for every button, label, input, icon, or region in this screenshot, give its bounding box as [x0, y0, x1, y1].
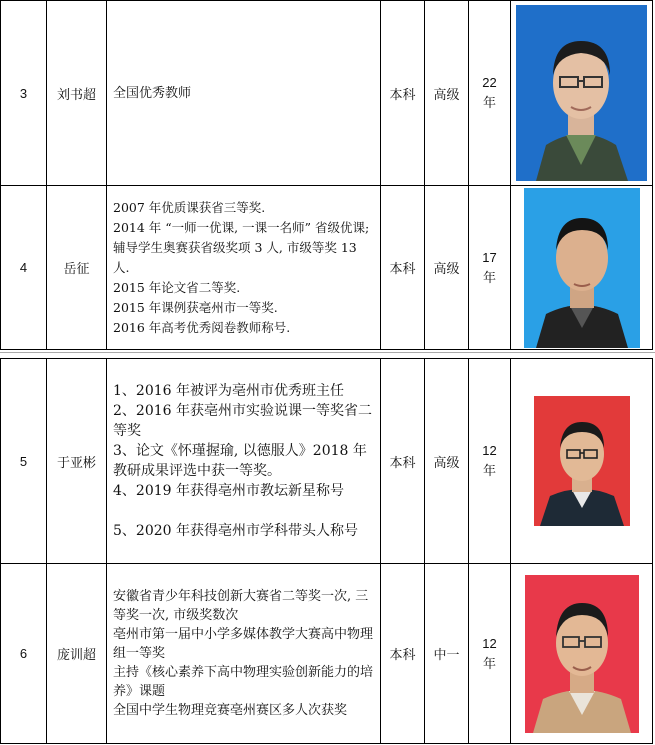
years-number: 22: [482, 75, 497, 90]
teaching-years: [469, 1, 511, 186]
photo-cell: [511, 359, 653, 564]
education: 本科: [381, 186, 425, 350]
award-line: 2014 年 “一师一优课, 一课一名师” 省级优课; 辅导学生奥赛获省级奖项 3 人, 市级等奖 13 人.: [113, 219, 370, 275]
years-unit: 年: [482, 269, 496, 285]
row-number: 3: [1, 1, 47, 186]
photo-cell: [511, 186, 653, 350]
teacher-table-1: [0, 0, 653, 350]
award-line: [113, 501, 374, 521]
teacher-name: 于亚彬: [47, 359, 107, 564]
table-row: [1, 186, 653, 350]
teacher-table-2: [0, 358, 653, 744]
teacher-name: 庞训超: [47, 564, 107, 744]
row-number: 6: [1, 564, 47, 744]
section-divider: [0, 352, 655, 353]
years-number: 12: [482, 443, 497, 458]
awards-cell: [107, 1, 381, 186]
award-line: 主持《核心素养下高中物理实验创新能力的培养》课题: [113, 665, 374, 699]
award-line: 1、2016 年被评为亳州市优秀班主任: [113, 383, 344, 399]
teaching-years: [469, 359, 511, 564]
award-line: 全国中学生物理竞赛亳州赛区多人次获奖: [113, 703, 348, 718]
teaching-years: [469, 186, 511, 350]
award-line: 2016 年高考优秀阅卷教师称号.: [113, 319, 291, 335]
education: 本科: [381, 359, 425, 564]
award-line: 3、论文《怀瑾握瑜, 以德服人》2018 年教研成果评选中获一等奖。: [113, 443, 367, 479]
award-line: 全国优秀教师: [113, 85, 192, 101]
award-line: 2、2016 年获亳州市实验说课一等奖省二等奖: [113, 403, 372, 439]
award-line: 2015 年课例获亳州市一等奖.: [113, 299, 278, 315]
professional-title: 中一: [425, 564, 469, 744]
teaching-years: [469, 564, 511, 744]
row-number: 4: [1, 186, 47, 350]
award-line: 4、2019 年获得亳州市教坛新星称号: [113, 483, 344, 499]
table-row: [1, 1, 653, 186]
teacher-photo: [534, 396, 630, 526]
education: 本科: [381, 1, 425, 186]
professional-title: 高级: [425, 359, 469, 564]
award-line: 2015 年论文省二等奖.: [113, 279, 241, 295]
photo-cell: [511, 564, 653, 744]
years-number: 12: [482, 635, 497, 651]
row-number: 5: [1, 359, 47, 564]
years-unit: 年: [482, 655, 496, 671]
awards-cell: [107, 186, 381, 350]
teacher-photo: [516, 5, 647, 181]
professional-title: 高级: [425, 1, 469, 186]
photo-cell: [511, 1, 653, 186]
education: 本科: [381, 564, 425, 744]
awards-cell: [107, 564, 381, 744]
teacher-photo: [524, 188, 640, 348]
awards-cell: [107, 359, 381, 564]
teacher-name: 岳征: [47, 186, 107, 350]
award-line: 2007 年优质课获省三等奖.: [113, 199, 266, 215]
years-unit: 年: [482, 463, 496, 478]
professional-title: 高级: [425, 186, 469, 350]
award-line: 安徽省青少年科技创新大赛省二等奖一次, 三等奖一次, 市级奖数次: [113, 589, 369, 623]
teacher-name: 刘书超: [47, 1, 107, 186]
table-row: [1, 359, 653, 564]
award-line: 亳州市第一届中小学多媒体教学大赛高中物理组一等奖: [113, 627, 374, 661]
teacher-photo: [525, 575, 639, 733]
years-number: 17: [482, 249, 497, 265]
award-line: 5、2020 年获得亳州市学科带头人称号: [113, 523, 358, 539]
table-row: [1, 564, 653, 744]
years-unit: 年: [482, 95, 496, 110]
